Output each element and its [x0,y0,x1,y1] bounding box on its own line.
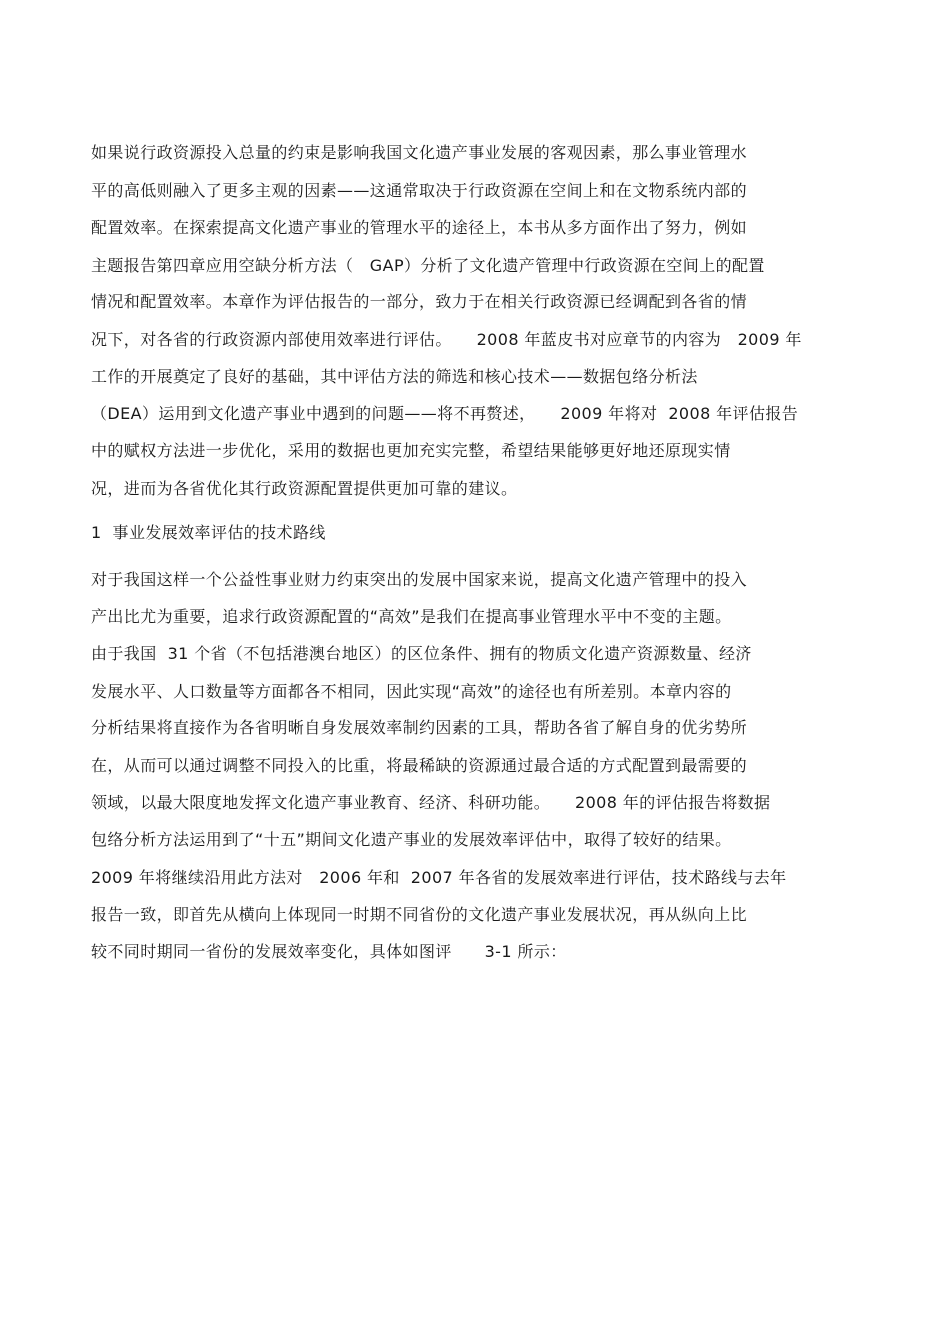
text-line: 工作的开展奠定了良好的基础，其中评估方法的筛选和核心技术——数据包络分析法 [91,367,698,386]
section-heading: 1 事业发展效率评估的技术路线 [91,523,326,542]
text-line: 在，从而可以通过调整不同投入的比重，将最稀缺的资源通过最合适的方式配置到最需要的 [91,756,748,775]
text-line: 平的高低则融入了更多主观的因素——这通常取决于行政资源在空间上和在文物系统内部的 [91,181,748,200]
text-line: 主题报告第四章应用空缺分析方法（ GAP）分析了文化遗产管理中行政资源在空间上的配置 [91,256,765,275]
text-line: 2009 年将继续沿用此方法对 2006 年和 2007 年各省的发展效率进行评估，技术路线与去年 [91,868,787,887]
text-line: 领域，以最大限度地发挥文化遗产事业教育、经济、科研功能。 2008 年的评估报告将数据 [91,793,771,812]
text-line: 分析结果将直接作为各省明晰自身发展效率制约因素的工具，帮助各省了解自身的优劣势所 [91,718,748,737]
text-line: 发展水平、人口数量等方面都各不相同，因此实现“高效”的途径也有所差别。本章内容的 [91,682,732,701]
text-line: 包络分析方法运用到了“十五”期间文化遗产事业的发展效率评估中，取得了较好的结果。 [91,830,732,849]
text-line: 中的赋权方法进一步优化，采用的数据也更加充实完整，希望结果能够更好地还原现实情 [91,441,731,460]
text-line: 较不同时期同一省份的发展效率变化，具体如图评 3-1 所示： [91,942,567,961]
text-line: 对于我国这样一个公益性事业财力约束突出的发展中国家来说，提高文化遗产管理中的投入 [91,570,748,589]
text-line: 情况和配置效率。本章作为评估报告的一部分，致力于在相关行政资源已经调配到各省的情 [91,292,748,311]
text-line: 由于我国 31 个省（不包括港澳台地区）的区位条件、拥有的物质文化遗产资源数量、经济 [91,644,752,663]
text-line: 如果说行政资源投入总量的约束是影响我国文化遗产事业发展的客观因素，那么事业管理水 [91,143,748,162]
text-line: 配置效率。在探索提高文化遗产事业的管理水平的途径上，本书从多方面作出了努力，例如 [91,218,748,237]
text-line: 产出比尤为重要，追求行政资源配置的“高效”是我们在提高事业管理水平中不变的主题。 [91,607,732,626]
text-line: 况下，对各省的行政资源内部使用效率进行评估。 2008 年蓝皮书对应章节的内容为 2009 年 [91,330,802,349]
text-line: 况，进而为各省优化其行政资源配置提供更加可靠的建议。 [91,479,518,498]
text-line: 报告一致，即首先从横向上体现同一时期不同省份的文化遗产事业发展状况，再从纵向上比 [91,905,748,924]
text-line: （DEA）运用到文化遗产事业中遇到的问题——将不再赘述， 2009 年将对 2008 年评估报告 [91,404,799,423]
